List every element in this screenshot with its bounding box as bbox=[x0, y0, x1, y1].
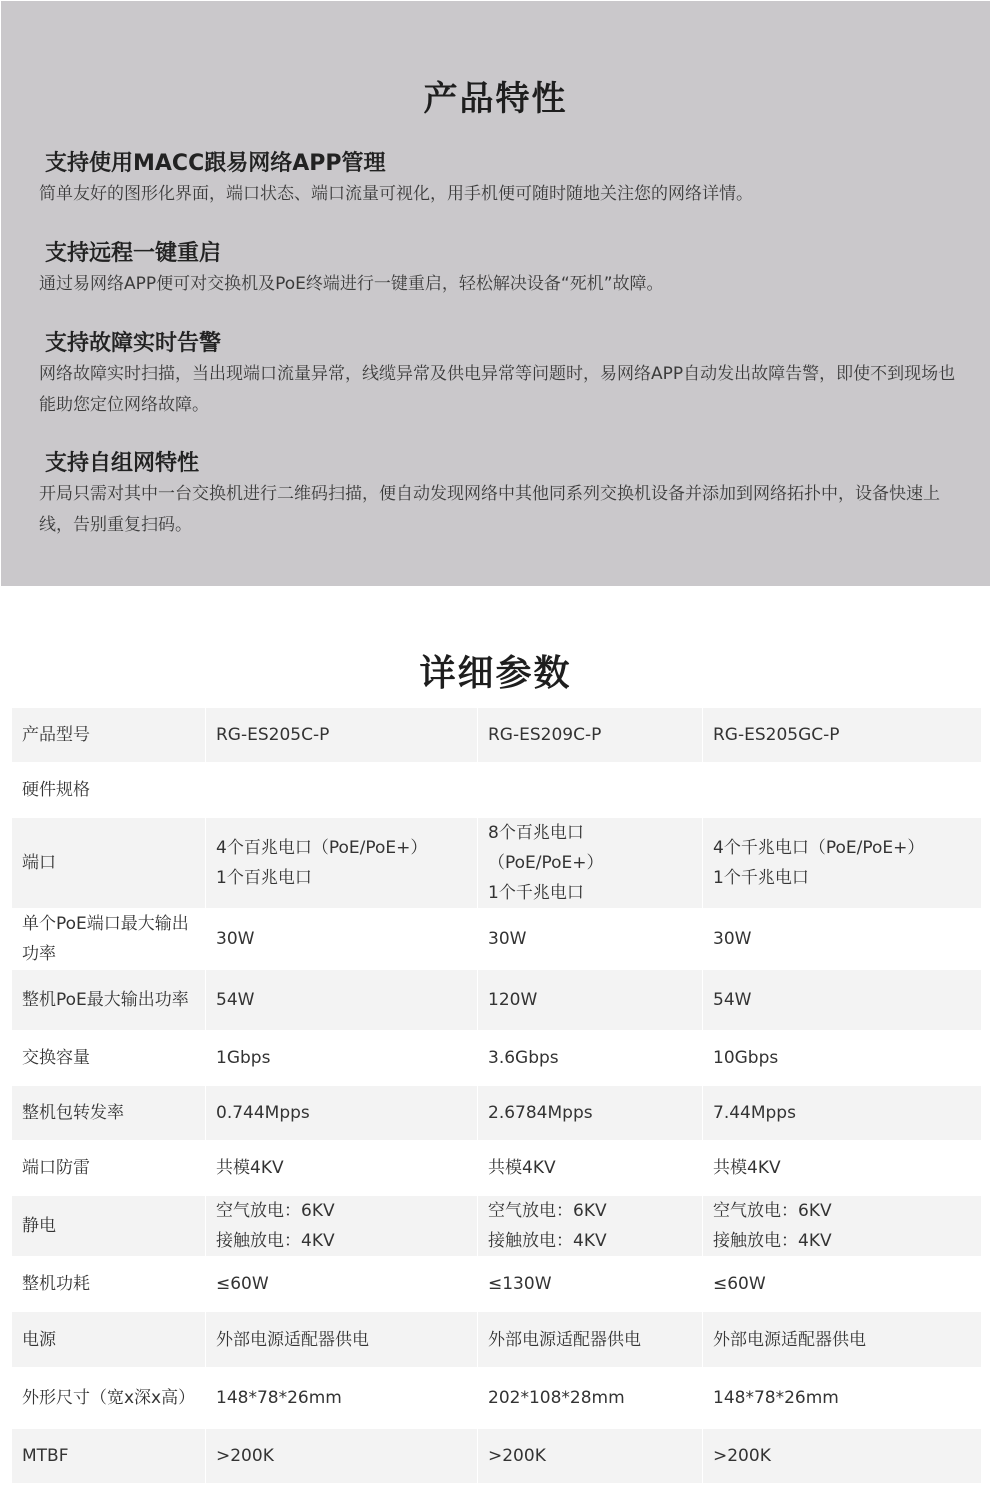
model-name: RG-ES205GC-P bbox=[703, 708, 982, 763]
table-row bbox=[12, 1141, 982, 1196]
feature-title: 支持远程一键重启 bbox=[45, 241, 222, 266]
cell-line: 1个百兆电口 bbox=[216, 868, 312, 888]
spec-table bbox=[11, 707, 982, 1484]
table-cell: 30W bbox=[703, 909, 982, 970]
table-row-model bbox=[12, 708, 982, 763]
row-label: 端口防雷 bbox=[12, 1141, 206, 1196]
table-cell: 30W bbox=[206, 909, 478, 970]
table-cell: 外部电源适配器供电 bbox=[206, 1312, 478, 1368]
table-row bbox=[12, 909, 982, 970]
table-cell: 148*78*26mm bbox=[206, 1368, 478, 1429]
cell-line: 空气放电：6KV bbox=[713, 1201, 832, 1221]
feature-macc-app bbox=[39, 149, 964, 210]
table-cell: >200K bbox=[703, 1429, 982, 1484]
table-row bbox=[12, 1368, 982, 1429]
cell-line: 接触放电：4KV bbox=[713, 1231, 832, 1251]
row-label: 整机包转发率 bbox=[12, 1086, 206, 1141]
table-cell bbox=[206, 818, 478, 909]
table-cell: 共模4KV bbox=[478, 1141, 703, 1196]
table-cell: 1Gbps bbox=[206, 1031, 478, 1086]
table-cell: 10Gbps bbox=[703, 1031, 982, 1086]
cell-line: （PoE/PoE+） bbox=[488, 853, 604, 873]
table-row bbox=[12, 818, 982, 909]
table-row bbox=[12, 1196, 982, 1257]
table-cell: 54W bbox=[703, 970, 982, 1031]
cell-line: 1个千兆电口 bbox=[488, 883, 584, 903]
row-label: 端口 bbox=[12, 818, 206, 909]
table-row bbox=[12, 1429, 982, 1484]
feature-remote-reboot bbox=[39, 239, 964, 300]
table-cell: ≤130W bbox=[478, 1257, 703, 1312]
feature-title: 支持使用MACC跟易网络APP管理 bbox=[45, 151, 386, 176]
row-label: 静电 bbox=[12, 1196, 206, 1257]
cell-line: 8个百兆电口 bbox=[488, 823, 584, 843]
table-row-section bbox=[12, 763, 982, 818]
table-cell: 202*108*28mm bbox=[478, 1368, 703, 1429]
params-title: 详细参数 bbox=[419, 653, 572, 694]
feature-desc: 网络故障实时扫描，当出现端口流量异常，线缆异常及供电异常等问题时，易网络APP自动发出故障告警，即使不到现场也能助您定位网络故障。 bbox=[39, 364, 956, 415]
table-cell: 3.6Gbps bbox=[478, 1031, 703, 1086]
table-cell bbox=[206, 1196, 478, 1257]
row-label: 单个PoE端口最大输出功率 bbox=[12, 909, 206, 970]
row-label: 整机功耗 bbox=[12, 1257, 206, 1312]
features-section bbox=[1, 1, 990, 586]
row-label: MTBF bbox=[12, 1429, 206, 1484]
row-label: 电源 bbox=[12, 1312, 206, 1368]
table-cell: 共模4KV bbox=[703, 1141, 982, 1196]
table-cell: 120W bbox=[478, 970, 703, 1031]
feature-desc: 简单友好的图形化界面，端口状态、端口流量可视化，用手机便可随时随地关注您的网络详情。 bbox=[39, 184, 753, 204]
features-title: 产品特性 bbox=[423, 79, 568, 119]
table-row bbox=[12, 970, 982, 1031]
table-cell bbox=[703, 818, 982, 909]
feature-fault-alarm bbox=[39, 329, 964, 421]
feature-self-networking bbox=[39, 449, 964, 541]
model-name: RG-ES205C-P bbox=[206, 708, 478, 763]
feature-title: 支持故障实时告警 bbox=[45, 331, 222, 356]
table-cell: 7.44Mpps bbox=[703, 1086, 982, 1141]
cell-line: 1个千兆电口 bbox=[713, 868, 809, 888]
model-name: RG-ES209C-P bbox=[478, 708, 703, 763]
cell-line: 4个百兆电口（PoE/PoE+） bbox=[216, 838, 428, 858]
row-label: 整机PoE最大输出功率 bbox=[12, 970, 206, 1031]
feature-title: 支持自组网特性 bbox=[45, 451, 200, 476]
table-cell: >200K bbox=[478, 1429, 703, 1484]
table-cell: ≤60W bbox=[206, 1257, 478, 1312]
cell-line: 空气放电：6KV bbox=[488, 1201, 607, 1221]
table-row bbox=[12, 1312, 982, 1368]
table-cell: 共模4KV bbox=[206, 1141, 478, 1196]
feature-desc: 通过易网络APP便可对交换机及PoE终端进行一键重启，轻松解决设备“死机”故障。 bbox=[39, 274, 664, 294]
table-cell: 外部电源适配器供电 bbox=[478, 1312, 703, 1368]
cell-line: 4个千兆电口（PoE/PoE+） bbox=[713, 838, 925, 858]
table-cell: ≤60W bbox=[703, 1257, 982, 1312]
table-cell: 2.6784Mpps bbox=[478, 1086, 703, 1141]
table-row bbox=[12, 1031, 982, 1086]
cell-line: 空气放电：6KV bbox=[216, 1201, 335, 1221]
row-label: 外形尺寸（宽x深x高） bbox=[12, 1368, 206, 1429]
table-row bbox=[12, 1086, 982, 1141]
section-label: 硬件规格 bbox=[12, 763, 982, 818]
table-cell bbox=[478, 1196, 703, 1257]
cell-line: 接触放电：4KV bbox=[488, 1231, 607, 1251]
table-cell: 54W bbox=[206, 970, 478, 1031]
row-label: 产品型号 bbox=[12, 708, 206, 763]
table-cell: 外部电源适配器供电 bbox=[703, 1312, 982, 1368]
table-cell: >200K bbox=[206, 1429, 478, 1484]
table-cell: 0.744Mpps bbox=[206, 1086, 478, 1141]
cell-line: 接触放电：4KV bbox=[216, 1231, 335, 1251]
table-row bbox=[12, 1257, 982, 1312]
table-cell bbox=[703, 1196, 982, 1257]
table-cell: 148*78*26mm bbox=[703, 1368, 982, 1429]
row-label: 交换容量 bbox=[12, 1031, 206, 1086]
feature-desc: 开局只需对其中一台交换机进行二维码扫描，便自动发现网络中其他同系列交换机设备并添加到网络拓扑中，设备快速上线，告别重复扫码。 bbox=[39, 484, 940, 535]
table-cell bbox=[478, 818, 703, 909]
table-cell: 30W bbox=[478, 909, 703, 970]
